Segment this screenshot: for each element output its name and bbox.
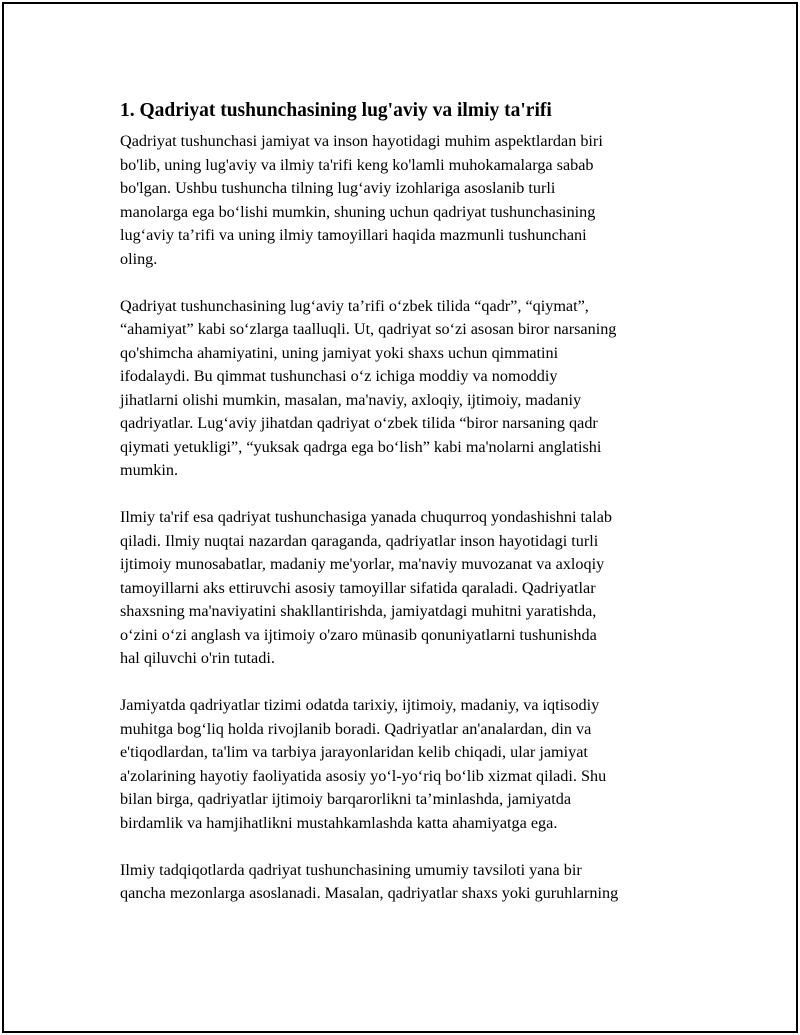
paragraph	[120, 694, 695, 835]
paragraph	[120, 295, 695, 483]
text-line: a'zolarining hayotiy faoliyatida asosiy yo‘l-yo‘riq bo‘lib xizmat qiladi. Shu	[120, 766, 607, 785]
text-line: oling.	[120, 249, 158, 268]
text-line: Qadriyat tushunchasining lug‘aviy ta’rifi o‘zbek tilida “qadr”, “qiymat”,	[120, 296, 589, 315]
text-line: ifodalaydi. Bu qimmat tushunchasi o‘z ichiga moddiy va nomoddiy	[120, 367, 558, 385]
text-line: jihatlarni olishi mumkin, masalan, ma'naviy, axloqiy, ijtimoiy, madaniy	[120, 390, 582, 409]
text-line: muhitga bog‘liq holda rivojlanib boradi. Qadriyatlar an'analardan, din va	[120, 719, 592, 738]
paragraph	[120, 506, 695, 671]
text-line: qadriyatlar. Lug‘aviy jihatdan qadriyat o‘zbek tilida “biror narsaning qadr	[120, 414, 598, 432]
text-line: bo'lgan. Ushbu tushuncha tilning lug‘aviy izohlariga asoslanib turli	[120, 179, 556, 197]
paragraph	[120, 130, 695, 271]
text-line: o‘zini o‘zi anglash va ijtimoiy o'zaro münasib qonuniyatlarni tushunishda	[120, 625, 597, 644]
section-heading: 1. Qadriyat tushunchasining lug'aviy va ilmiy ta'rifi	[120, 100, 552, 121]
paragraph-container	[120, 130, 695, 906]
text-line: e'tiqodlardan, ta'lim va tarbiya jarayonlaridan kelib chiqadi, ular jamiyat	[120, 743, 588, 761]
text-line: bilan birga, qadriyatlar ijtimoiy barqarorlikni ta’minlashda, jamiyatda	[120, 790, 572, 808]
text-line: mumkin.	[120, 461, 179, 479]
text-line: tamoyillarni aks ettiruvchi asosiy tamoyillar sifatida qaraladi. Qadriyatlar	[120, 578, 596, 597]
text-line: hal qiluvchi o'rin tutadi.	[120, 649, 275, 667]
document-body	[120, 96, 695, 929]
text-line: Ilmiy tadqiqotlarda qadriyat tushunchasining umumiy tavsiloti yana bir	[120, 860, 582, 879]
text-line: bo'lib, uning lug'aviy va ilmiy ta'rifi keng ko'lamli muhokamalarga sabab	[120, 155, 594, 174]
text-line: “ahamiyat” kabi so‘zlarga taalluqli. Ut, qadriyat so‘zi asosan biror narsaning	[120, 320, 617, 338]
text-line: Ilmiy ta'rif esa qadriyat tushunchasiga yanada chuqurroq yondashishni talab	[120, 508, 612, 526]
text-line: manolarga ega bo‘lishi mumkin, shuning uchun qadriyat tushunchasining	[120, 202, 596, 221]
text-line: Qadriyat tushunchasi jamiyat va inson hayotidagi muhim aspektlardan biri	[120, 132, 603, 150]
text-line: lug‘aviy ta’rifi va uning ilmiy tamoyillari haqida mazmunli tushunchani	[120, 226, 587, 244]
text-line: Jamiyatda qadriyatlar tizimi odatda tarixiy, ijtimoiy, madaniy, va iqtisodiy	[120, 696, 600, 714]
text-line: shaxsning ma'naviyatini shakllantirishda, jamiyatdagi muhitni yaratishda,	[120, 602, 597, 620]
text-line: qancha mezonlarga asoslanadi. Masalan, qadriyatlar shaxs yoki guruhlarning	[120, 884, 619, 902]
text-line: qiymati yetukligi”, “yuksak qadrga ega bo‘lish” kabi ma'nolarni anglatishi	[120, 437, 602, 456]
text-line: birdamlik va hamjihatlikni mustahkamlashda katta ahamiyatga ega.	[120, 813, 558, 832]
text-line: qiladi. Ilmiy nuqtai nazardan qaraganda, qadriyatlar inson hayotidagi turli	[120, 531, 599, 550]
text-line: qo'shimcha ahamiyatini, uning jamiyat yoki shaxs uchun qimmatini	[120, 343, 559, 362]
page-frame	[2, 2, 798, 1033]
text-line: ijtimoiy munosabatlar, madaniy me'yorlar, ma'naviy muvozanat va axloqiy	[120, 555, 605, 573]
paragraph	[120, 859, 695, 906]
